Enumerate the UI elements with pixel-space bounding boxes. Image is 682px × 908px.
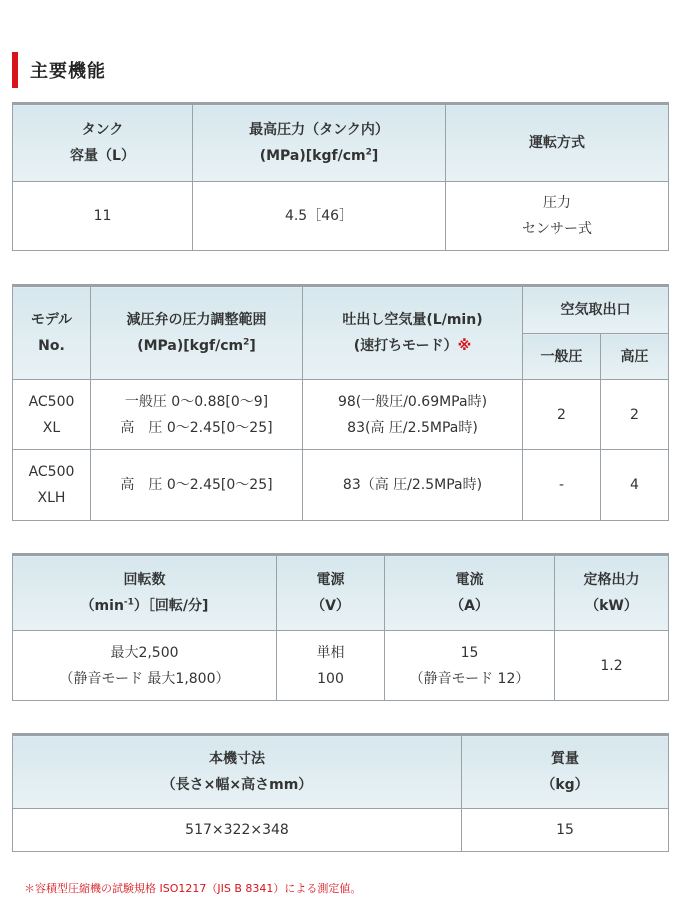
cell-current: 15 （静音モード 12） — [385, 631, 555, 701]
header-current: 電流 （A） — [385, 555, 555, 631]
cell-regulator: 一般圧 0～0.88[0～9] 高 圧 0～2.45[0～25] — [91, 380, 303, 450]
cell-rated-output: 1.2 — [555, 631, 669, 701]
header-operation-mode: 運転方式 — [446, 104, 669, 182]
cell-regulator: 高 圧 0～2.45[0～25] — [91, 450, 303, 521]
cell-max-pressure: 4.5［46］ — [193, 182, 446, 251]
cell-dimensions: 517×322×348 — [13, 809, 462, 852]
header-max-pressure: 最高圧力（タンク内） $(MPa)[kgf/cm^2]$ — [193, 104, 446, 182]
note-mark: ※ — [457, 338, 472, 354]
title-accent-bar — [12, 52, 18, 88]
cell-airflow: 98(一般圧/0.69MPa時) 83(高 圧/2.5MPa時) — [303, 380, 523, 450]
cell-outlet-general: - — [523, 450, 601, 521]
header-air-output: 吐出し空気量(L/min) (速打ちモード）※ — [303, 286, 523, 380]
header-regulator-range: 減圧弁の圧力調整範囲 $(MPa)[kgf/cm^2]$ — [91, 286, 303, 380]
header-dimensions: 本機寸法 （長さ×幅×高さmm） — [13, 735, 462, 809]
motor-spec-table — [12, 553, 669, 701]
cell-rotation-speed: 最大2,500 （静音モード 最大1,800） — [13, 631, 277, 701]
cell-outlet-high: 4 — [601, 450, 669, 521]
cell-outlet-high: 2 — [601, 380, 669, 450]
header-rated-output: 定格出力 （kW） — [555, 555, 669, 631]
header-tank-capacity: タンク 容量（L） — [13, 104, 193, 182]
cell-airflow: 83（高 圧/2.5MPa時) — [303, 450, 523, 521]
header-outlet-high: 高圧 — [601, 334, 669, 380]
header-rotation-speed: 回転数 $(\min^{-1})[$回転/分] — [13, 555, 277, 631]
header-mass: 質量 （kg） — [462, 735, 669, 809]
section-title — [12, 52, 106, 88]
dimension-spec-table — [12, 733, 669, 852]
table-row — [13, 450, 669, 521]
model-spec-table — [12, 284, 669, 521]
table-row — [13, 380, 669, 450]
cell-power-source: 単相 100 — [277, 631, 385, 701]
header-model-no: モデル No. — [13, 286, 91, 380]
header-outlet-general: 一般圧 — [523, 334, 601, 380]
cell-model: AC500 XL — [13, 380, 91, 450]
section-title-text: 主要機能 — [30, 61, 106, 82]
cell-tank-capacity: 11 — [13, 182, 193, 251]
cell-mass: 15 — [462, 809, 669, 852]
cell-outlet-general: 2 — [523, 380, 601, 450]
tank-spec-table — [12, 102, 669, 251]
header-power-source: 電源 （V） — [277, 555, 385, 631]
footnote: ＊容積型圧縮機の試験規格 ISO1217（JIS B 8341）による測定値。 — [24, 882, 362, 895]
header-air-outlet: 空気取出口 — [523, 286, 669, 334]
cell-operation-mode: 圧力 センサー式 — [446, 182, 669, 251]
cell-model: AC500 XLH — [13, 450, 91, 521]
